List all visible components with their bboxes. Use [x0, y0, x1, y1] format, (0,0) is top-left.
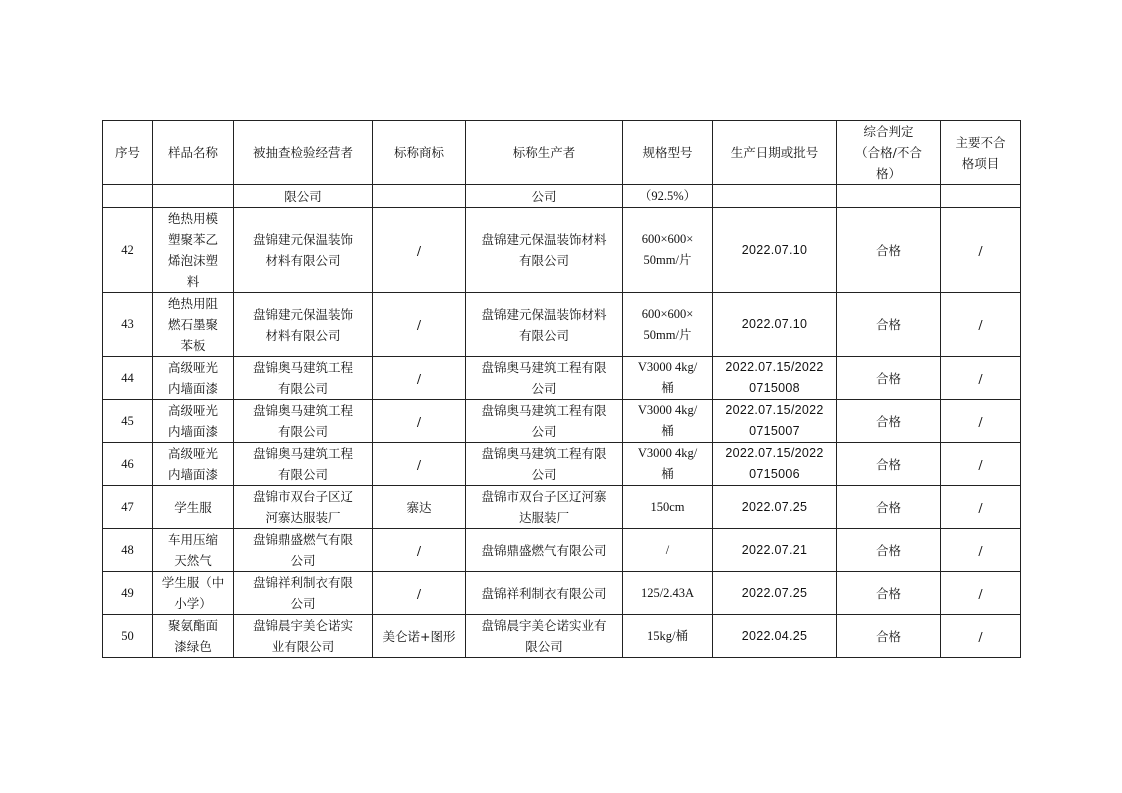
- cell-seq: [103, 486, 153, 529]
- cell-brand: [373, 486, 466, 529]
- cell-maker: [466, 293, 623, 357]
- fail-text: /: [978, 585, 983, 601]
- brand-text: /: [416, 456, 422, 472]
- date-text: 2022.07.25: [741, 499, 808, 514]
- seq-text: 43: [121, 317, 134, 331]
- cell-date: [713, 400, 837, 443]
- fail-text: /: [978, 370, 983, 386]
- cell-verdict: [837, 208, 941, 293]
- cell-spec: [623, 357, 713, 400]
- cell-fail: [941, 357, 1021, 400]
- cell-spec: [623, 293, 713, 357]
- verdict-text: 合格: [875, 585, 901, 601]
- seq-text: 45: [121, 413, 134, 428]
- cell-seller: [234, 293, 373, 357]
- header-name: 样品名称: [153, 121, 234, 185]
- name-text: 学生服: [174, 499, 212, 515]
- name-text: 绝热用阻 燃石墨聚 苯板: [167, 296, 218, 353]
- maker-text: 盘锦鼎盛燃气有限公司: [481, 542, 607, 558]
- cell-spec: [623, 208, 713, 293]
- cell-spec: [623, 486, 713, 529]
- fail-text: /: [978, 413, 983, 429]
- cell-seller: [234, 572, 373, 615]
- table-row: [103, 443, 1021, 486]
- brand-text: /: [416, 413, 422, 429]
- cell-maker: [466, 615, 623, 658]
- cell-verdict: [837, 357, 941, 400]
- cell-seller: [234, 529, 373, 572]
- cell-fail: [941, 208, 1021, 293]
- cell-verdict: [837, 486, 941, 529]
- cell-brand: [373, 443, 466, 486]
- header-seller: 被抽查检验经营者: [234, 121, 373, 185]
- cell-date: [713, 357, 837, 400]
- cell-name: [153, 208, 234, 293]
- verdict-text: 合格: [875, 628, 901, 644]
- cell-seq: [103, 615, 153, 658]
- brand-text: 寨达: [406, 499, 432, 515]
- maker-text: 盘锦建元保温装饰材料 有限公司: [481, 232, 607, 268]
- cont-seq: [103, 185, 153, 208]
- fail-text: /: [978, 542, 983, 558]
- header-fail: 主要不合 格项目: [941, 121, 1021, 185]
- maker-text: 盘锦奥马建筑工程有限 公司: [481, 446, 607, 482]
- verdict-text: 合格: [875, 413, 901, 429]
- verdict-text: 合格: [875, 542, 901, 558]
- seq-text: 46: [121, 456, 134, 471]
- seq-text: 49: [121, 585, 134, 600]
- spec-text: /: [665, 542, 670, 557]
- cell-name: [153, 486, 234, 529]
- date-text: 2022.07.10: [741, 317, 808, 331]
- cont-fail: [941, 185, 1021, 208]
- cell-seq: [103, 208, 153, 293]
- cell-seq: [103, 293, 153, 357]
- spec-text: V3000 4kg/ 桶: [637, 360, 698, 395]
- cell-seq: [103, 572, 153, 615]
- seller-text: 盘锦晨宇美仑诺实 业有限公司: [252, 618, 353, 654]
- table-row: [103, 208, 1021, 293]
- cell-name: [153, 443, 234, 486]
- date-text: 2022.07.15/2022 0715008: [725, 360, 824, 395]
- table-row: [103, 293, 1021, 357]
- date-text: 2022.07.15/2022 0715007: [725, 403, 824, 438]
- table-row: [103, 572, 1021, 615]
- seller-text: 盘锦祥利制衣有限 公司: [252, 575, 353, 611]
- cell-maker: [466, 529, 623, 572]
- maker-text: 盘锦奥马建筑工程有限 公司: [481, 403, 607, 439]
- spec-text: V3000 4kg/ 桶: [637, 403, 698, 438]
- header-spec: 规格型号: [623, 121, 713, 185]
- cell-seq: [103, 443, 153, 486]
- spec-text: 600×600× 50mm/片: [641, 306, 694, 342]
- spec-text: 15kg/桶: [647, 628, 688, 643]
- seq-text: 50: [121, 628, 134, 643]
- cell-brand: [373, 400, 466, 443]
- cell-name: [153, 293, 234, 357]
- header-brand: 标称商标: [373, 121, 466, 185]
- header-seq: 序号: [103, 121, 153, 185]
- brand-text: /: [416, 370, 422, 386]
- cell-date: [713, 486, 837, 529]
- maker-text: 盘锦晨宇美仑诺实业有 限公司: [481, 618, 607, 654]
- cell-maker: [466, 572, 623, 615]
- seller-text: 盘锦奥马建筑工程 有限公司: [252, 446, 353, 482]
- verdict-text: 合格: [875, 370, 901, 386]
- cell-verdict: [837, 572, 941, 615]
- spec-text: 125/2.43A: [640, 585, 695, 600]
- verdict-text: 合格: [875, 242, 901, 258]
- cell-name: [153, 400, 234, 443]
- brand-text: /: [416, 317, 422, 332]
- fail-text: /: [978, 499, 983, 515]
- cell-maker: [466, 486, 623, 529]
- cell-fail: [941, 400, 1021, 443]
- table-row: [103, 357, 1021, 400]
- cell-seller: [234, 443, 373, 486]
- cont-verdict: [837, 185, 941, 208]
- name-text: 高级哑光 内墙面漆: [167, 403, 218, 439]
- cont-maker: 公司: [466, 185, 623, 208]
- cont-brand: [373, 185, 466, 208]
- brand-text: /: [416, 585, 422, 601]
- seller-text: 盘锦建元保温装饰 材料有限公司: [252, 306, 353, 343]
- cell-spec: [623, 572, 713, 615]
- cell-brand: [373, 529, 466, 572]
- cell-brand: [373, 293, 466, 357]
- cell-date: [713, 443, 837, 486]
- name-text: 高级哑光 内墙面漆: [167, 360, 218, 396]
- cell-date: [713, 572, 837, 615]
- table-row: [103, 486, 1021, 529]
- cell-spec: [623, 443, 713, 486]
- cell-brand: [373, 208, 466, 293]
- seller-text: 盘锦奥马建筑工程 有限公司: [252, 360, 353, 396]
- cell-fail: [941, 615, 1021, 658]
- cell-name: [153, 572, 234, 615]
- seq-text: 47: [121, 499, 134, 514]
- verdict-text: 合格: [875, 317, 901, 332]
- date-text: 2022.04.25: [741, 628, 808, 643]
- brand-text: /: [416, 542, 422, 558]
- date-text: 2022.07.15/2022 0715006: [725, 446, 824, 481]
- cell-seq: [103, 529, 153, 572]
- seq-text: 48: [121, 542, 134, 557]
- cell-maker: [466, 357, 623, 400]
- cont-seller: 限公司: [234, 185, 373, 208]
- fail-text: /: [978, 456, 983, 472]
- continuation-row: [103, 185, 1021, 208]
- cell-maker: [466, 400, 623, 443]
- cell-seller: [234, 208, 373, 293]
- cell-verdict: [837, 529, 941, 572]
- spec-text: 150cm: [650, 499, 685, 514]
- cell-date: [713, 208, 837, 293]
- maker-text: 盘锦建元保温装饰材料 有限公司: [481, 306, 607, 343]
- seq-text: 44: [121, 370, 134, 385]
- fail-text: /: [978, 317, 983, 332]
- date-text: 2022.07.25: [741, 585, 808, 600]
- header-row: [103, 121, 1021, 185]
- brand-text: /: [416, 242, 422, 258]
- seller-text: 盘锦市双台子区辽 河寨达服装厂: [252, 489, 353, 525]
- verdict-text: 合格: [875, 499, 901, 515]
- cell-spec: [623, 400, 713, 443]
- cell-fail: [941, 443, 1021, 486]
- cont-date: [713, 185, 837, 208]
- cell-fail: [941, 572, 1021, 615]
- cont-spec: （92.5%）: [623, 185, 713, 208]
- cell-verdict: [837, 443, 941, 486]
- name-text: 绝热用模 塑聚苯乙 烯泡沫塑 料: [167, 211, 218, 289]
- cell-date: [713, 529, 837, 572]
- cell-seq: [103, 400, 153, 443]
- name-text: 高级哑光 内墙面漆: [167, 446, 218, 482]
- name-text: 学生服（中 小学）: [161, 575, 225, 611]
- cell-verdict: [837, 293, 941, 357]
- cont-name: [153, 185, 234, 208]
- cell-brand: [373, 572, 466, 615]
- cell-seller: [234, 400, 373, 443]
- cell-seller: [234, 615, 373, 658]
- table-row: [103, 529, 1021, 572]
- cell-fail: [941, 486, 1021, 529]
- maker-text: 盘锦祥利制衣有限公司: [481, 585, 607, 601]
- fail-text: /: [978, 628, 983, 644]
- cell-maker: [466, 443, 623, 486]
- date-text: 2022.07.21: [741, 542, 808, 557]
- name-text: 聚氨酯面 漆绿色: [167, 618, 218, 654]
- verdict-text: 合格: [875, 456, 901, 472]
- cell-name: [153, 615, 234, 658]
- cell-brand: [373, 615, 466, 658]
- cell-seq: [103, 357, 153, 400]
- inspection-results-table: [102, 120, 1021, 658]
- maker-text: 盘锦市双台子区辽河寨 达服装厂: [481, 489, 607, 525]
- brand-text: 美仑诺+图形: [382, 628, 456, 644]
- header-maker: 标称生产者: [466, 121, 623, 185]
- cell-seller: [234, 357, 373, 400]
- cell-name: [153, 529, 234, 572]
- header-verdict: 综合判定 （合格/不合 格）: [837, 121, 941, 185]
- cell-verdict: [837, 400, 941, 443]
- cell-verdict: [837, 615, 941, 658]
- date-text: 2022.07.10: [741, 242, 808, 257]
- spec-text: V3000 4kg/ 桶: [637, 446, 698, 481]
- cell-fail: [941, 293, 1021, 357]
- cell-spec: [623, 529, 713, 572]
- header-date: 生产日期或批号: [713, 121, 837, 185]
- spec-text: 600×600× 50mm/片: [641, 232, 694, 267]
- cell-name: [153, 357, 234, 400]
- maker-text: 盘锦奥马建筑工程有限 公司: [481, 360, 607, 396]
- cell-date: [713, 615, 837, 658]
- seller-text: 盘锦奥马建筑工程 有限公司: [252, 403, 353, 439]
- cell-date: [713, 293, 837, 357]
- name-text: 车用压缩 天然气: [167, 532, 218, 568]
- seller-text: 盘锦鼎盛燃气有限 公司: [252, 532, 353, 568]
- cell-seller: [234, 486, 373, 529]
- seq-text: 42: [121, 242, 134, 257]
- table-row: [103, 400, 1021, 443]
- cell-fail: [941, 529, 1021, 572]
- table-row: [103, 615, 1021, 658]
- cell-brand: [373, 357, 466, 400]
- cell-maker: [466, 208, 623, 293]
- seller-text: 盘锦建元保温装饰 材料有限公司: [252, 232, 353, 268]
- fail-text: /: [978, 242, 983, 258]
- cell-spec: [623, 615, 713, 658]
